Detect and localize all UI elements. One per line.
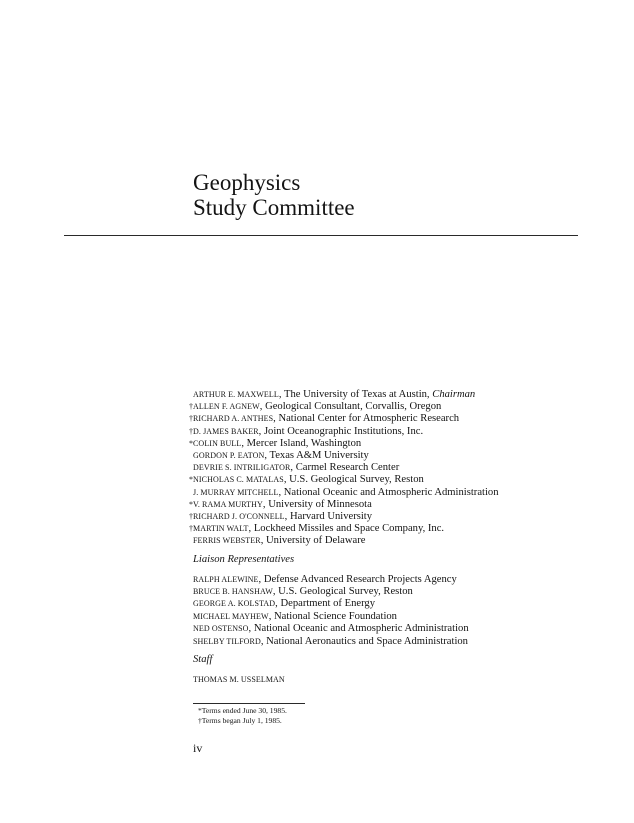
footnote-divider — [193, 703, 305, 704]
member-name: FERRIS WEBSTER — [193, 536, 261, 546]
liaison-affiliation: National Science Foundation — [274, 610, 397, 622]
liaison-name: SHELBY TILFORD — [193, 636, 261, 646]
member-entry: FERRIS WEBSTER, University of Delaware — [193, 535, 366, 547]
member-affiliation: University of Minnesota — [268, 498, 372, 510]
member-entry: †MARTIN WALT, Lockheed Missiles and Space Company, Inc. — [193, 523, 623, 535]
liaison-affiliation: Department of Energy — [280, 598, 375, 610]
liaison-entry: RALPH ALEWINE, Defense Advanced Research Projects Agency — [193, 573, 457, 585]
member-mark: † — [189, 512, 193, 522]
liaison-entry: NED OSTENSO, National Oceanic and Atmospheric Administration — [193, 623, 469, 635]
liaison-affiliation: National Aeronautics and Space Administration — [266, 635, 468, 647]
member-name: RICHARD J. O'CONNELL — [193, 512, 285, 522]
member-name: GORDON P. EATON — [193, 451, 265, 461]
member-name: V. RAMA MURTHY — [193, 499, 263, 509]
committee-list — [189, 389, 623, 686]
title-line-2: Study Committee — [193, 195, 355, 220]
liaison-name: NED OSTENSO — [193, 624, 249, 634]
footnote-terms-began: †Terms began July 1, 1985. — [198, 716, 282, 725]
member-entry: *COLIN BULL, Mercer Island, Washington — [193, 438, 623, 450]
member-name: DEVRIE S. INTRILIGATOR — [193, 463, 291, 473]
liaison-affiliation: National Oceanic and Atmospheric Administration — [253, 623, 469, 635]
member-name: MARTIN WALT — [193, 524, 249, 534]
member-affiliation: Mercer Island, Washington — [246, 437, 362, 449]
liaison-entry: SHELBY TILFORD, National Aeronautics and Space Administration — [193, 635, 468, 647]
page-number: iv — [193, 741, 203, 755]
liaison-name: BRUCE B. HANSHAW — [193, 587, 273, 597]
member-name: J. MURRAY MITCHELL — [193, 487, 279, 497]
staff-entry — [193, 674, 623, 686]
member-affiliation: Harvard University — [289, 511, 373, 523]
liaison-affiliation: Defense Advanced Research Projects Agency — [263, 573, 457, 585]
member-entry: *NICHOLAS C. MATALAS, U.S. Geological Survey, Reston — [193, 474, 623, 486]
member-affiliation: Joint Oceanographic Institutions, Inc. — [263, 425, 424, 437]
staff-list — [193, 674, 623, 686]
member-entry: DEVRIE S. INTRILIGATOR, Carmel Research Center — [193, 462, 400, 474]
member-mark: † — [189, 426, 193, 436]
member-mark: † — [189, 524, 193, 534]
footnote-terms-ended: *Terms ended June 30, 1985. — [198, 706, 287, 715]
staff-heading: Staff — [193, 654, 213, 666]
member-name: RICHARD A. ANTHES — [193, 414, 274, 424]
member-entry: †RICHARD A. ANTHES, National Center for Atmospheric Research — [193, 413, 623, 425]
member-affiliation: Texas A&M University — [269, 450, 369, 462]
member-entry: †ALLEN F. AGNEW, Geological Consultant, Corvallis, Oregon — [193, 401, 623, 413]
member-affiliation: National Oceanic and Atmospheric Administration — [283, 486, 499, 498]
member-mark: * — [189, 499, 193, 509]
liaison-heading: Liaison Representatives — [193, 553, 295, 565]
member-affiliation: Geological Consultant, Corvallis, Oregon — [265, 401, 442, 413]
member-name: ALLEN F. AGNEW — [193, 402, 260, 412]
member-mark: † — [189, 402, 193, 412]
member-affiliation: Carmel Research Center — [295, 462, 400, 474]
member-entry: †D. JAMES BAKER, Joint Oceanographic Institutions, Inc. — [193, 426, 623, 438]
member-name: ARTHUR E. MAXWELL — [193, 390, 279, 399]
member-mark: * — [189, 475, 193, 485]
member-name: COLIN BULL — [193, 438, 242, 448]
member-mark: * — [189, 438, 193, 448]
liaison-entry: BRUCE B. HANSHAW, U.S. Geological Survey, Reston — [193, 586, 413, 598]
footnotes — [198, 706, 287, 726]
liaison-name: RALPH ALEWINE — [193, 574, 259, 584]
page-title — [193, 170, 355, 220]
liaison-name: MICHAEL MAYHEW — [193, 611, 269, 621]
member-name: D. JAMES BAKER — [193, 426, 259, 436]
member-mark: † — [189, 414, 193, 424]
member-affiliation: University of Delaware — [266, 535, 366, 547]
member-affiliation: U.S. Geological Survey, Reston — [289, 474, 424, 486]
liaison-entry: MICHAEL MAYHEW, National Science Foundation — [193, 610, 397, 622]
member-entry: *V. RAMA MURTHY, University of Minnesota — [193, 499, 623, 511]
member-entry: ARTHUR E. MAXWELL, The University of Texas at Austin, Chairman — [193, 389, 476, 400]
member-affiliation: National Center for Atmospheric Research — [278, 413, 460, 425]
member-entry: †RICHARD J. O'CONNELL, Harvard University — [193, 511, 623, 523]
liaison-list — [193, 574, 623, 648]
member-entry: J. MURRAY MITCHELL, National Oceanic and Atmospheric Administration — [193, 486, 499, 498]
title-divider — [64, 235, 578, 236]
member-affiliation: Lockheed Missiles and Space Company, Inc. — [253, 523, 445, 535]
title-line-1: Geophysics — [193, 170, 301, 195]
member-affiliation: The University of Texas at Austin, — [284, 389, 430, 400]
liaison-affiliation: U.S. Geological Survey, Reston — [278, 586, 413, 598]
member-role: Chairman — [432, 389, 476, 400]
liaison-name: GEORGE A. KOLSTAD — [193, 599, 276, 609]
staff-name: THOMAS M. USSELMAN — [193, 675, 285, 685]
member-name: NICHOLAS C. MATALAS — [193, 475, 284, 485]
member-entry: GORDON P. EATON, Texas A&M University — [193, 450, 369, 462]
liaison-entry: GEORGE A. KOLSTAD, Department of Energy — [193, 598, 375, 610]
